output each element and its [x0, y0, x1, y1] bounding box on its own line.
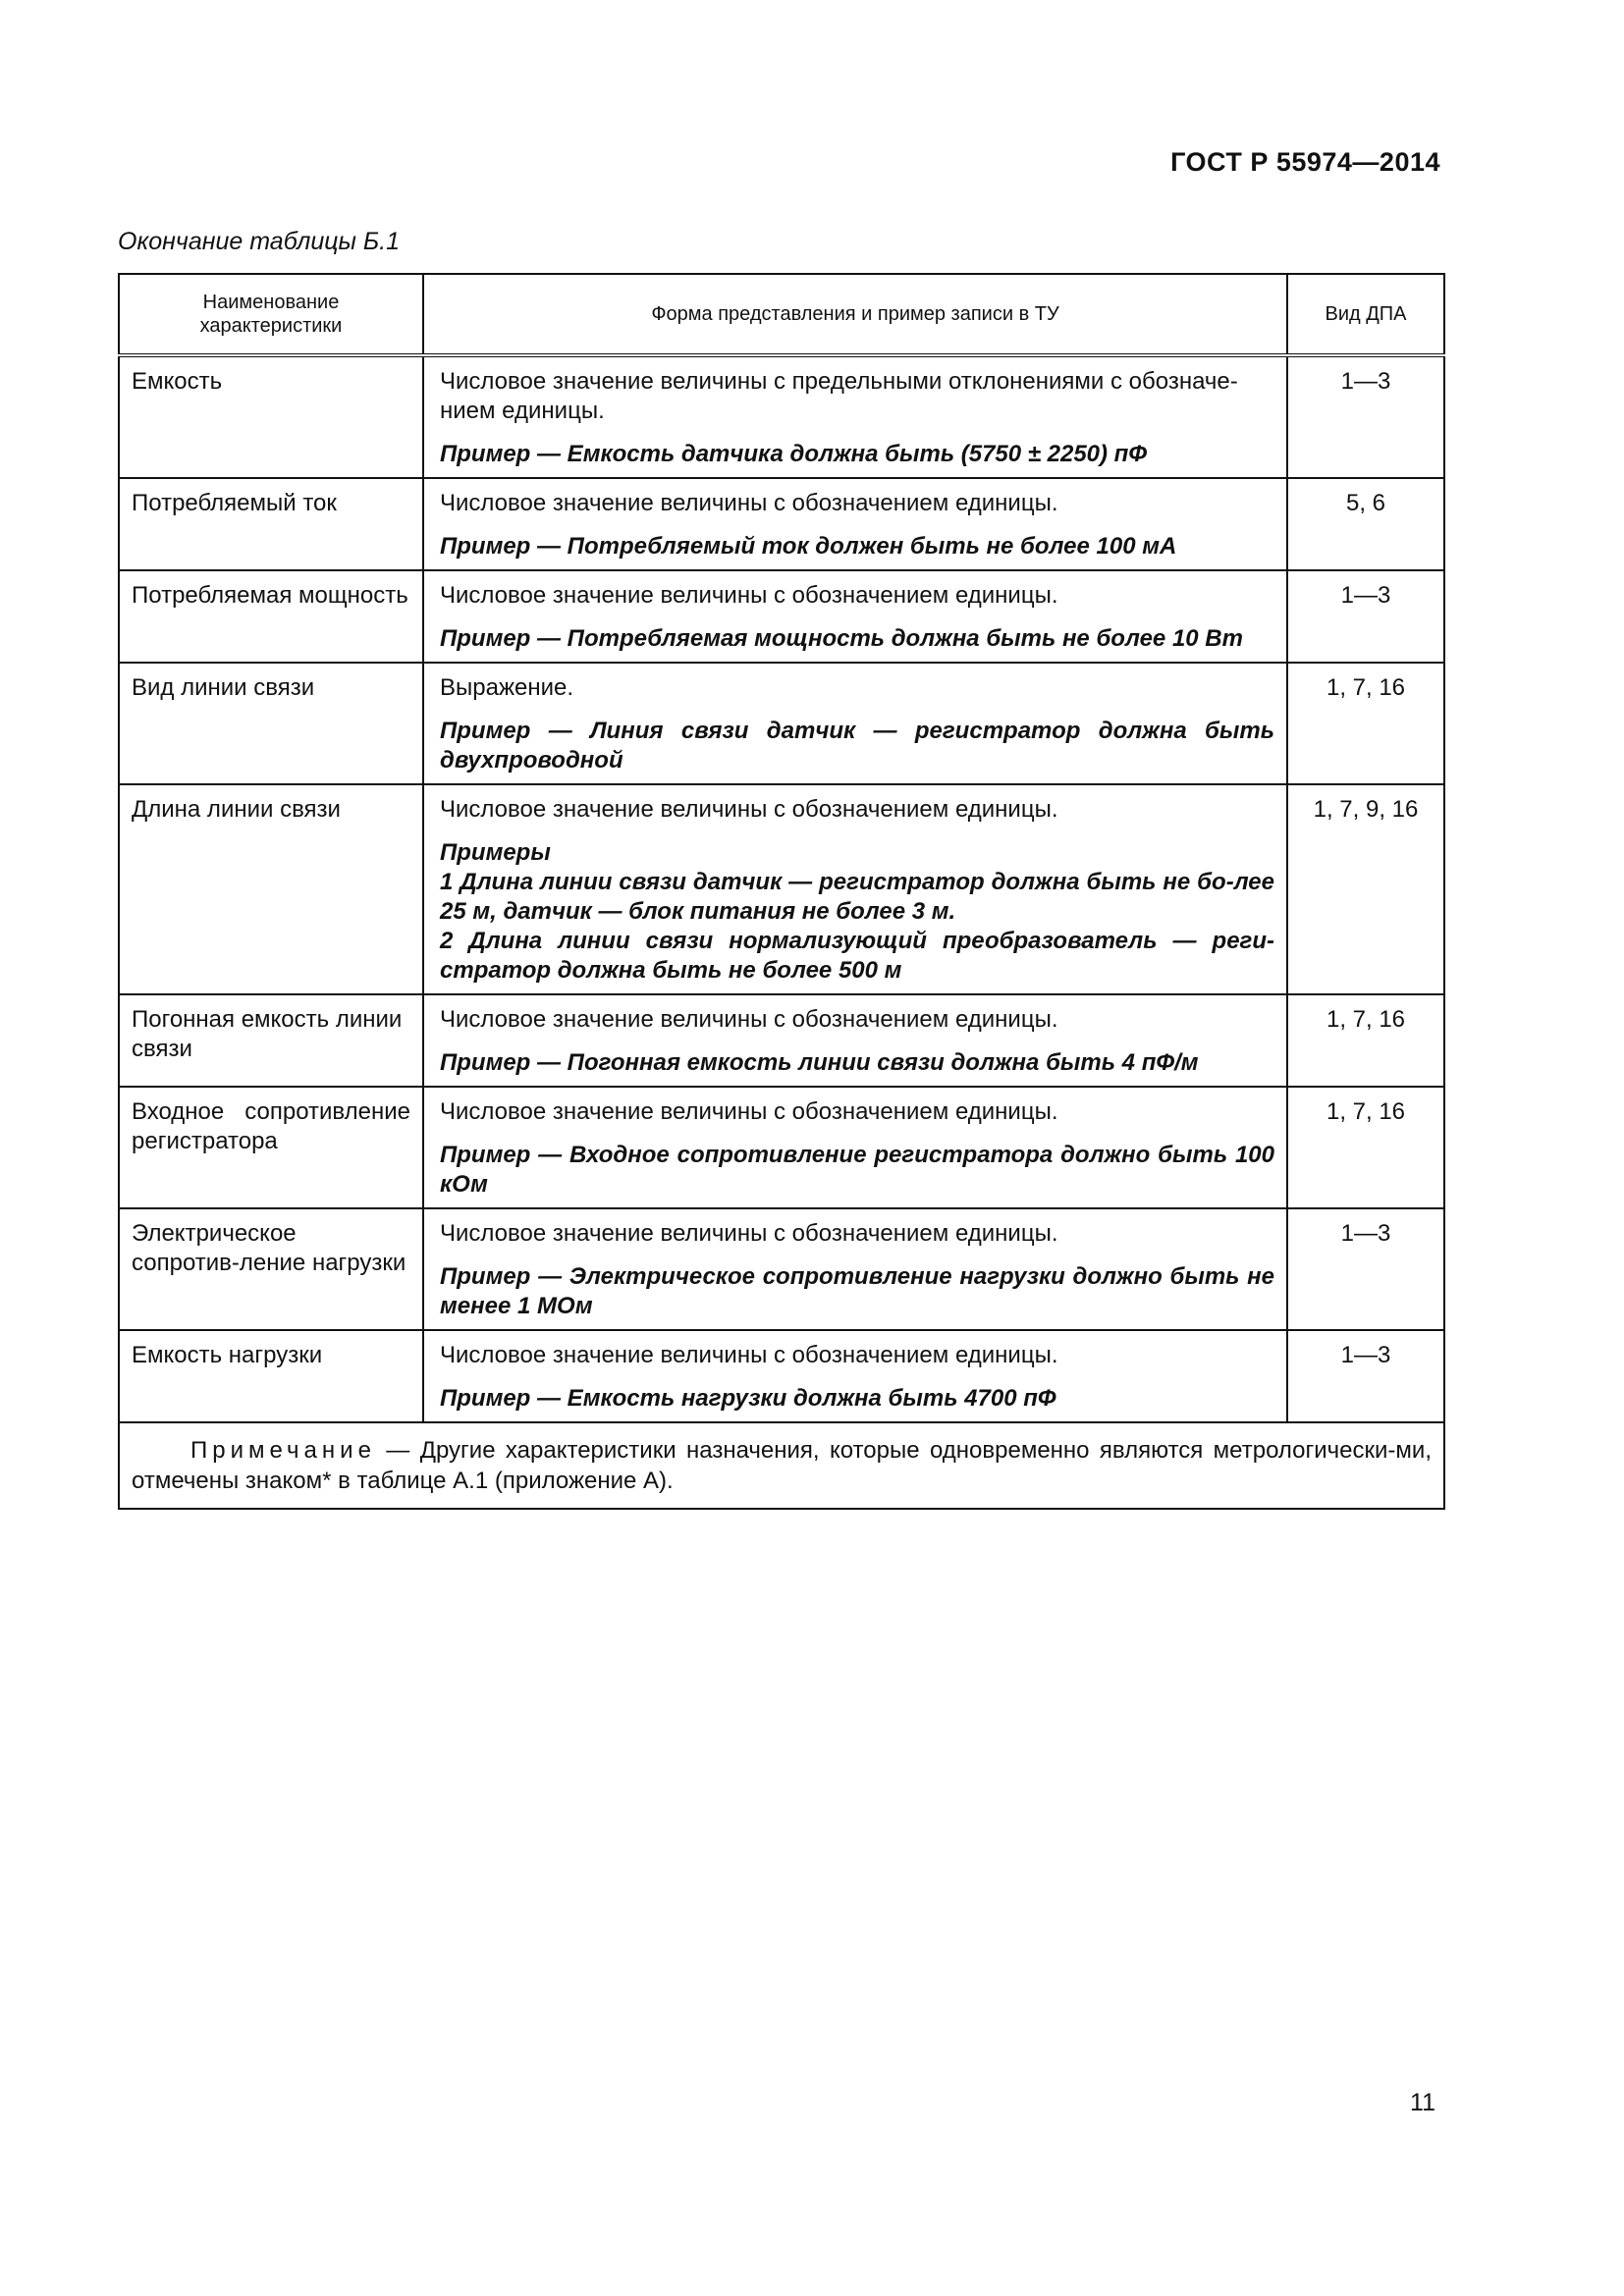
- table-header-row: [119, 274, 1444, 355]
- table-row: [119, 1087, 1444, 1208]
- dpa-type: 1—3: [1287, 1208, 1444, 1330]
- table-row: [119, 570, 1444, 663]
- example-item: 1 Длина линии связи датчик — регистратор должна быть не бо-лее 25 м, датчик — блок питания не более 3 м.: [440, 869, 1274, 925]
- form-example: Пример — Емкость датчика должна быть (5750 ± 2250) пФ: [440, 441, 1148, 467]
- characteristic-name: Вид линии связи: [119, 663, 423, 784]
- form-example: Пример — Потребляемая мощность должна быть не более 10 Вт: [440, 625, 1243, 652]
- note-text: — Другие характеристики назначения, которые одновременно являются метрологически-ми, отмечены знаком* в таблице А.1 (приложение А).: [132, 1437, 1432, 1495]
- characteristic-name: Емкость: [119, 355, 423, 478]
- form-description: Числовое значение величины с обозначением единицы.: [440, 490, 1058, 516]
- table-row: [119, 478, 1444, 570]
- page-number: 11: [1410, 2089, 1435, 2116]
- dpa-type: 1—3: [1287, 570, 1444, 663]
- form-cell: [423, 355, 1287, 478]
- form-description: Числовое значение величины с обозначением единицы.: [440, 1220, 1058, 1247]
- form-example: Пример — Погонная емкость линии связи должна быть 4 пФ/м: [440, 1049, 1199, 1076]
- form-description: Числовое значение величины с обозначением единицы.: [440, 796, 1058, 823]
- form-example: Пример — Линия связи датчик — регистратор должна быть двухпроводной: [440, 718, 1274, 774]
- note-label: Примечание: [190, 1437, 376, 1464]
- table-note: [119, 1422, 1444, 1509]
- form-description: Числовое значение величины с обозначением единицы.: [440, 1098, 1058, 1125]
- form-example: Пример — Емкость нагрузки должна быть 4700 пФ: [440, 1385, 1056, 1412]
- characteristic-name: Потребляемый ток: [119, 478, 423, 570]
- characteristic-name: Потребляемая мощность: [119, 570, 423, 663]
- table-row: [119, 355, 1444, 478]
- dpa-type: 1, 7, 16: [1287, 663, 1444, 784]
- column-header-form: Форма представления и пример записи в ТУ: [423, 274, 1287, 355]
- dpa-type: 1, 7, 16: [1287, 1087, 1444, 1208]
- examples-title: Примеры: [440, 839, 551, 866]
- form-description: Числовое значение величины с обозначением единицы.: [440, 582, 1058, 609]
- table-row: [119, 663, 1444, 784]
- form-example: Пример — Входное сопротивление регистратора должно быть 100 кОм: [440, 1142, 1274, 1198]
- form-description: Числовое значение величины с обозначением единицы.: [440, 1006, 1058, 1033]
- document-code: ГОСТ Р 55974—2014: [1170, 147, 1440, 177]
- dpa-type: 1—3: [1287, 1330, 1444, 1422]
- characteristic-name: Входное сопротивление регистратора: [119, 1087, 423, 1208]
- table-row: [119, 1330, 1444, 1422]
- form-cell: [423, 570, 1287, 663]
- form-cell: [423, 784, 1287, 994]
- table-row: [119, 994, 1444, 1087]
- form-cell: [423, 478, 1287, 570]
- characteristic-name: Емкость нагрузки: [119, 1330, 423, 1422]
- table-note-row: [119, 1422, 1444, 1509]
- characteristics-table: [118, 273, 1445, 1510]
- form-example: Пример — Потребляемый ток должен быть не более 100 мА: [440, 533, 1177, 560]
- characteristic-name: Длина линии связи: [119, 784, 423, 994]
- dpa-type: 1—3: [1287, 355, 1444, 478]
- form-cell: [423, 994, 1287, 1087]
- form-description: Числовое значение величины с предельными отклонениями с обозначе-нием единицы.: [440, 368, 1238, 424]
- form-cell: [423, 1087, 1287, 1208]
- example-item: 2 Длина линии связи нормализующий преобразователь — реги-стратор должна быть не более 500 м: [440, 928, 1274, 984]
- dpa-type: 1, 7, 16: [1287, 994, 1444, 1087]
- column-header-vid: Вид ДПА: [1287, 274, 1444, 355]
- form-example: Пример — Электрическое сопротивление нагрузки должно быть не менее 1 МОм: [440, 1263, 1274, 1319]
- form-description: Выражение.: [440, 674, 574, 701]
- table-row: [119, 784, 1444, 994]
- table-caption: Окончание таблицы Б.1: [118, 228, 400, 255]
- column-header-name: Наименование характеристики: [119, 274, 423, 355]
- form-cell: [423, 1208, 1287, 1330]
- characteristic-name: Погонная емкость линии связи: [119, 994, 423, 1087]
- form-examples: [440, 838, 1274, 986]
- dpa-type: 1, 7, 9, 16: [1287, 784, 1444, 994]
- form-cell: [423, 1330, 1287, 1422]
- dpa-type: 5, 6: [1287, 478, 1444, 570]
- form-cell: [423, 663, 1287, 784]
- form-description: Числовое значение величины с обозначением единицы.: [440, 1342, 1058, 1368]
- characteristic-name: Электрическое сопротив-ление нагрузки: [119, 1208, 423, 1330]
- table-row: [119, 1208, 1444, 1330]
